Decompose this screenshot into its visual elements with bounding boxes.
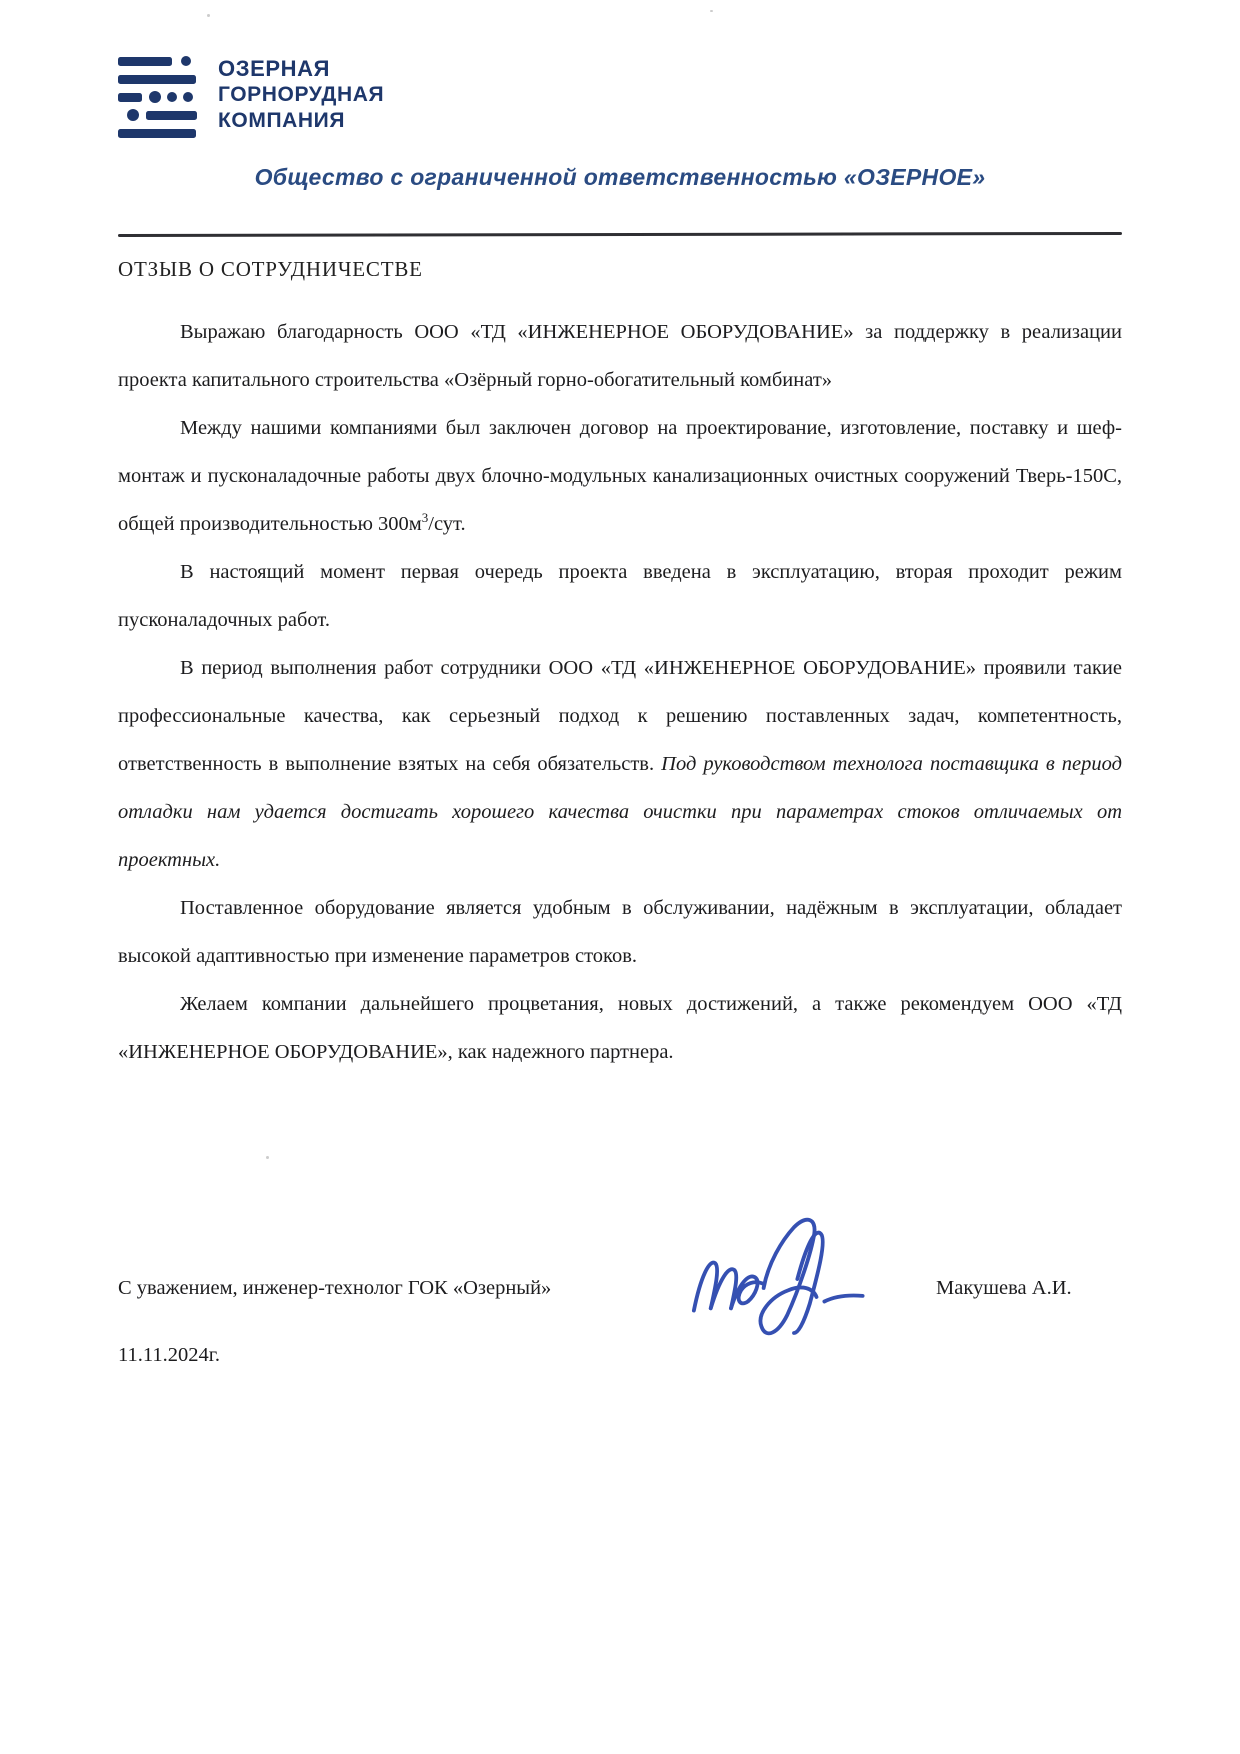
paragraph-qualities (118, 644, 1122, 884)
paragraph-qualities-text: В период выполнения работ сотрудники ООО «ТД «ИНЖЕНЕРНОЕ ОБОРУДОВАНИЕ» проявили такие профессиональные качества, как серьезный подход к решению поставленных задач, компетентность, ответственность в выполнение взятых на себя обязательств. (118, 657, 1122, 775)
company-name-line3: КОМПАНИЯ (218, 109, 346, 132)
paragraph-gratitude: Выражаю благодарность ООО «ТД «ИНЖЕНЕРНОЕ ОБОРУДОВАНИЕ» за поддержку в реализации проекта капитального строительства «Озёрный горно-обогатительный комбинат» (118, 321, 1122, 391)
letter-date: 11.11.2024г. (118, 1344, 220, 1366)
company-name-line1: ОЗЕРНАЯ (218, 56, 331, 81)
paragraph-contract-unit: /сут. (428, 513, 466, 535)
header-rule (118, 232, 1122, 237)
company-name (218, 56, 384, 134)
handwritten-signature (673, 1207, 888, 1342)
paragraph-equipment: Поставленное оборудование является удобным в обслуживании, надёжным в эксплуатации, обладает высокой адаптивностью при изменение параметров стоков. (118, 897, 1122, 967)
document-heading: ОТЗЫВ О СОТРУДНИЧЕСТВЕ (118, 257, 423, 281)
cubic-meter-superscript: 3 (421, 510, 429, 526)
signature-closing: С уважением, инженер-технолог ГОК «Озерный» (118, 1277, 552, 1299)
signature-row (118, 1236, 1122, 1308)
paragraph-contract (118, 404, 1122, 548)
paragraph-status: В настоящий момент первая очередь проекта введена в эксплуатацию, вторая проходит режим пусконаладочных работ. (118, 561, 1122, 631)
paragraph-contract-text: Между нашими компаниями был заключен договор на проектирование, изготовление, поставку и шеф-монтаж и пусконаладочные работы двух блочно-модульных канализационных очистных сооружений Тверь-150С, общей производительностью 300м (118, 417, 1122, 535)
signature-block (118, 1236, 1122, 1367)
letterhead (118, 52, 1122, 236)
letter-body (118, 254, 1122, 1076)
paragraph-recommendation: Желаем компании дальнейшего процветания, новых достижений, а также рекомендуем ООО «ТД «ИНЖЕНЕРНОЕ ОБОРУДОВАНИЕ», как надежного партнера. (118, 993, 1122, 1063)
paragraph-qualities-italic: Под руководством технолога поставщика в период отладки нам удается достигать хорошего качества очистки при параметрах стоков отличаемых от проектных. (118, 753, 1122, 871)
signatory-name: Макушева А.И. (936, 1277, 1072, 1299)
org-title: Общество с ограниченной ответственностью «ОЗЕРНОЕ» (254, 164, 986, 190)
company-logo-icon (118, 52, 198, 138)
company-logo (118, 52, 1122, 138)
company-name-line2: ГОРНОРУДНАЯ (218, 83, 385, 106)
